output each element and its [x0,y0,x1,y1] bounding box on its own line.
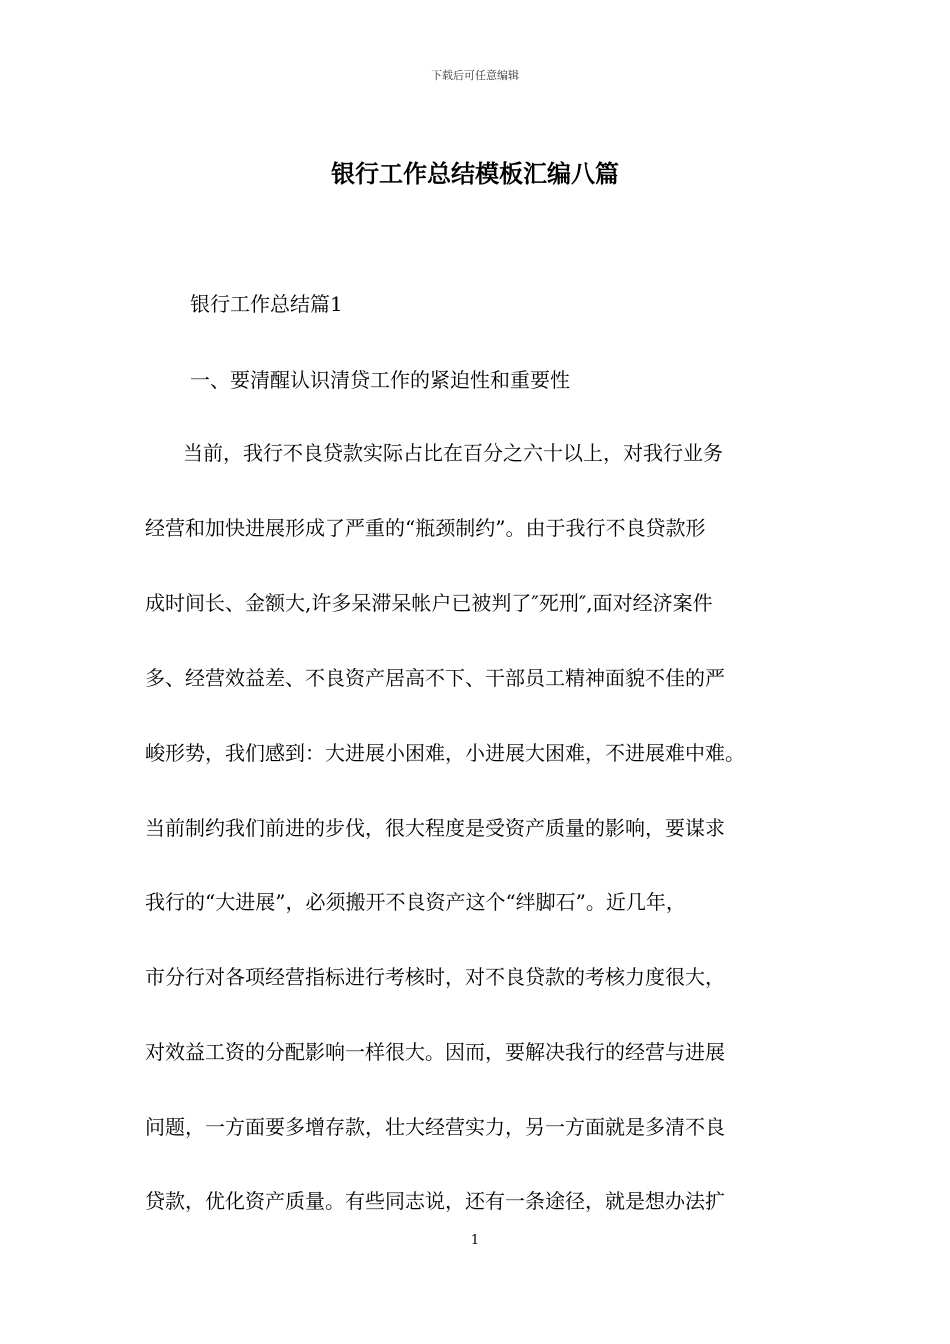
document-title: 银行工作总结模板汇编八篇 [331,159,619,188]
paragraph-line: 对效益工资的分配影响一样很大。因而，要解决我行的经营与进展 [145,1040,725,1064]
paragraph-line: 当前制约我们前进的步伐，很大程度是受资产质量的影响，要谋求 [145,816,725,840]
paragraph-line: 多、经营效益差、不良资产居高不下、干部员工精神面貌不佳的严 [145,666,725,690]
paragraph-line: 经营和加快进展形成了严重的“瓶颈制约”。由于我行不良贷款形 [145,516,706,540]
paragraph-line: 贷款，优化资产质量。有些同志说，还有一条途径，就是想办法扩 [145,1189,725,1213]
paragraph-line: 问题，一方面要多增存款，壮大经营实力，另一方面就是多清不良 [145,1115,725,1139]
header-note: 下载后可任意编辑 [431,69,519,82]
page-number: 1 [470,1233,480,1248]
paragraph-line: 成时间长、金额大,许多呆滞呆帐户已被判了″死刑″,面对经济案件 [145,591,713,615]
paragraph-line: 峻形势，我们感到：大进展小困难，小进展大困难，不进展难中难。 [145,741,745,765]
paragraph-line: 市分行对各项经营指标进行考核时，对不良贷款的考核力度很大， [145,965,725,989]
paragraph-line: 当前，我行不良贷款实际占比在百分之六十以上，对我行业务 [183,441,723,465]
subheading: 一、要清醒认识清贷工作的紧迫性和重要性 [190,368,570,392]
paragraph-line: 我行的“大进展”，必须搬开不良资产这个“绊脚石”。近几年， [145,890,686,914]
section-title: 银行工作总结篇1 [190,292,343,316]
